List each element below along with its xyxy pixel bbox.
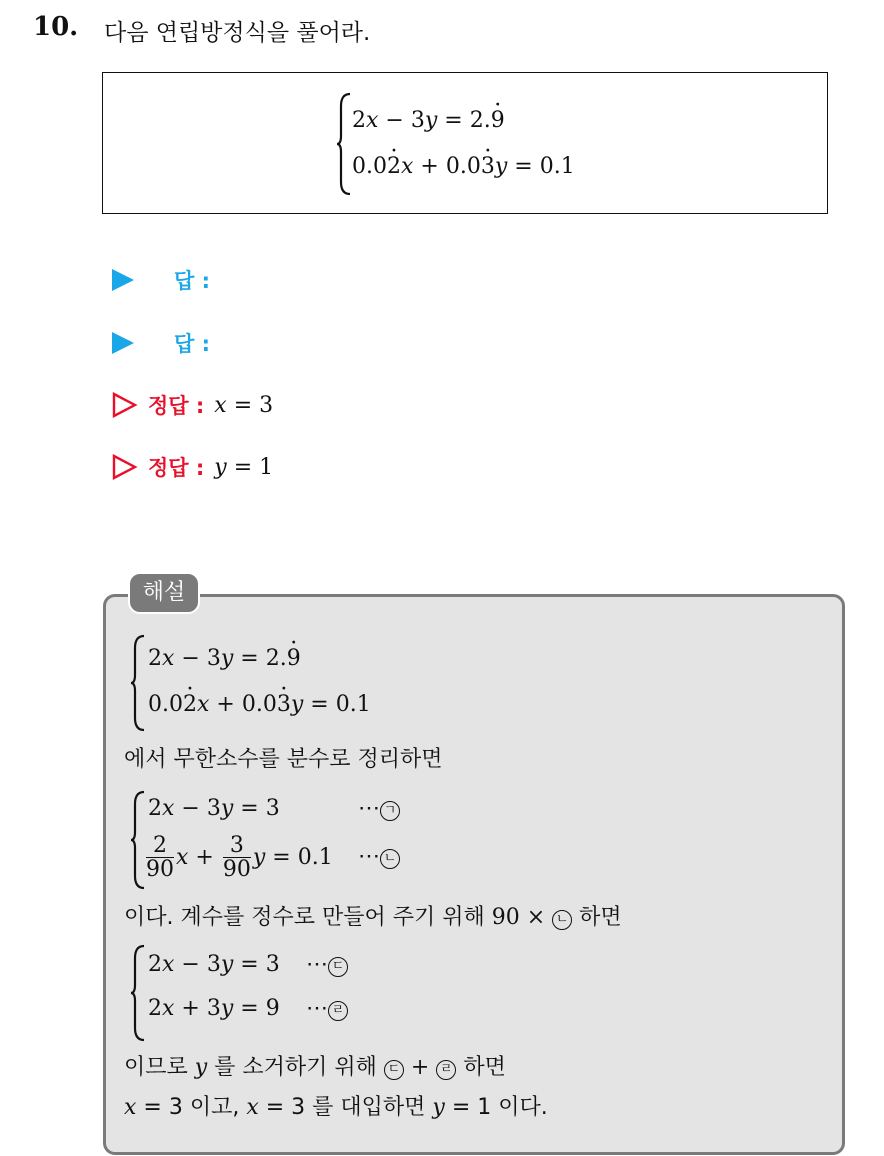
solution-system-1 xyxy=(130,634,430,732)
problem-system xyxy=(336,92,636,196)
correct-label: 정답 : xyxy=(148,456,205,480)
answer-label: 답 : xyxy=(174,269,210,293)
circled-label: ㄹ xyxy=(328,1001,348,1021)
equation-marker: ⋯ ㄱ xyxy=(358,796,400,821)
solution-tag: 해설 xyxy=(128,572,200,614)
play-arrow-icon xyxy=(112,269,134,291)
solution-system-3 xyxy=(130,944,410,1042)
brace-icon xyxy=(130,944,146,1042)
solution-equation: 2x + 3y = 9 xyxy=(148,996,280,1021)
circled-label: ㄴ xyxy=(380,849,400,869)
outline-arrow-icon xyxy=(112,392,138,418)
solution-text-2: 이다. 계수를 정수로 만들어 주기 위해 90 × ㄴ 하면 xyxy=(124,905,622,930)
circled-label: ㄷ xyxy=(328,957,348,977)
equation-marker: ⋯ ㄷ xyxy=(306,952,348,977)
equation-marker: ⋯ ㄴ xyxy=(358,844,400,869)
solution-text-4: x = 3 이고, x = 3 를 대입하면 y = 1 이다. xyxy=(124,1095,548,1120)
fraction: $\frac{3}{90}$ xyxy=(222,833,251,882)
brace-icon xyxy=(130,634,146,732)
solution-equation: 0.0· 2x + 0.0· 3y = 0.1 xyxy=(148,692,371,717)
circled-label: ㄴ xyxy=(552,910,572,930)
brace-icon xyxy=(336,92,352,196)
solution-equation: 2x − 3y = 3 xyxy=(148,952,280,977)
circled-label: ㄹ xyxy=(436,1060,456,1080)
play-arrow-icon xyxy=(112,332,134,354)
correct-answer-1 xyxy=(112,390,273,420)
correct-label: 정답 : xyxy=(148,394,205,418)
correct-value: x = 3 xyxy=(214,392,274,418)
equation-marker: ⋯ ㄹ xyxy=(306,996,348,1021)
question-text: 다음 연립방정식을 풀어라. xyxy=(104,20,371,46)
outline-arrow-icon xyxy=(112,454,138,480)
fraction: $\frac{2}{90}$ xyxy=(146,833,174,882)
circled-label: ㄱ xyxy=(380,801,400,821)
question-number: 10. xyxy=(33,12,79,42)
answer-label: 답 : xyxy=(174,332,210,356)
solution-text-3: 이므로 y 를 소거하기 위해 ㄷ + ㄹ 하면 xyxy=(124,1055,506,1080)
problem-equation-1: 2x − 3y = 2.· 9 xyxy=(352,108,505,133)
problem-equation-2: 0.0· 2x + 0.0· 3y = 0.1 xyxy=(352,154,575,179)
answer-blank-1 xyxy=(112,265,210,295)
solution-system-2 xyxy=(130,790,450,890)
answer-blank-2 xyxy=(112,328,210,358)
solution-equation: 2x − 3y = 3 xyxy=(148,796,280,821)
solution-equation: $\frac{2}{90}$ x + $\frac{3}{90}$ y = 0.1 xyxy=(146,833,333,882)
solution-text-1: 에서 무한소수를 분수로 정리하면 xyxy=(124,747,443,772)
solution-equation: 2x − 3y = 2.· 9 xyxy=(148,646,301,671)
correct-answer-2 xyxy=(112,452,273,482)
correct-value: y = 1 xyxy=(214,454,274,480)
circled-label: ㄷ xyxy=(384,1060,404,1080)
